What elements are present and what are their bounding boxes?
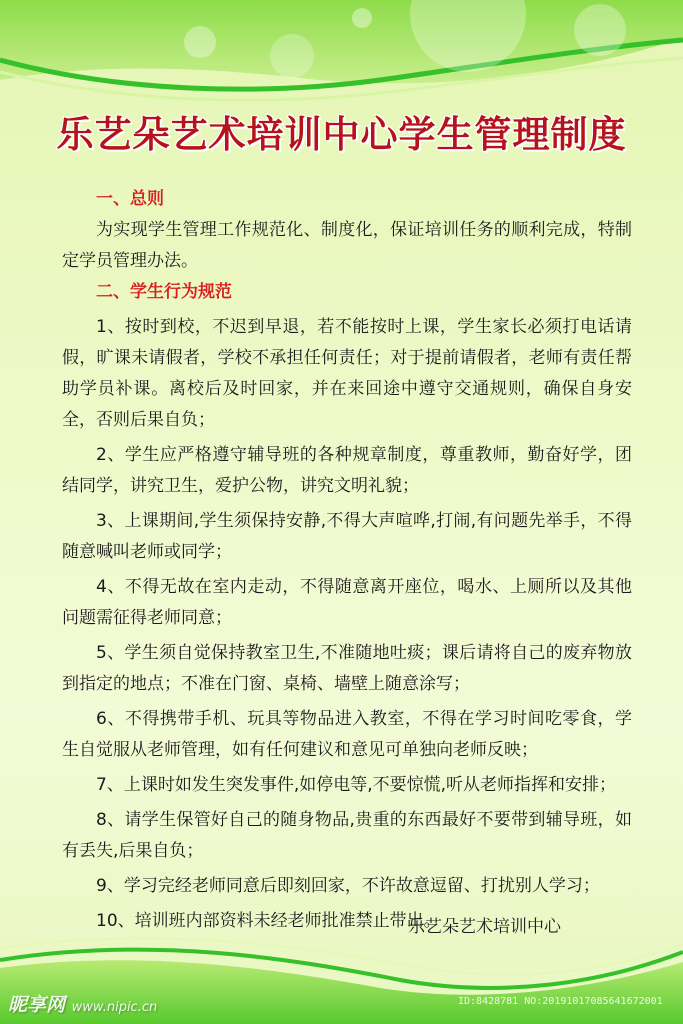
section-paragraph: 为实现学生管理工作规范化、制度化，保证培训任务的顺利完成，特制定学员管理办法。: [62, 220, 632, 271]
section-heading: 一、总则: [96, 189, 164, 209]
rule-item: 2、学生应严格遵守辅导班的各种规章制度，尊重教师，勤奋好学，团结同学，讲究卫生，爱护公物，讲究文明礼貌；: [62, 445, 632, 496]
rule-item: 7、上课时如发生突发事件,如停电等,不要惊慌,听从老师指挥和安排；: [96, 775, 617, 795]
rule-item: 5、学生须自觉保持教室卫生,不准随地吐痰；课后请将自己的废弃物放到指定的地点；不准在门窗、桌椅、墙壁上随意涂写；: [62, 643, 632, 694]
bokeh-circle: [270, 34, 314, 78]
page-title: 乐艺朵艺术培训中心学生管理制度: [56, 113, 627, 156]
watermark-logo-text: 昵享网: [8, 994, 66, 1016]
rule-item: 8、请学生保管好自己的随身物品,贵重的东西最好不要带到辅导班，如有丢失,后果自负；: [62, 810, 632, 861]
rule-item: 1、按时到校，不迟到早退，若不能按时上课，学生家长必须打电话请假，旷课未请假者，学校不承担任何责任；对于提前请假者，老师有责任帮助学员补课。离校后及时回家，并在来回途中遵守交通规则，确保自身安全，否则后果自负；: [62, 317, 632, 430]
rule-item: 3、上课期间,学生须保持安静,不得大声喧哗,打闹,有问题先举手，不得随意喊叫老师或同学；: [62, 511, 632, 562]
rules-body: [62, 184, 632, 937]
bokeh-circle: [574, 4, 626, 56]
watermark-url: www.nipic.cn: [71, 1000, 158, 1015]
watermark-id: ID:8428781 NO:20191017085641672001: [458, 996, 663, 1007]
rule-item: 10、培训班内部资料未经老师批准禁止带出。: [96, 911, 441, 931]
rule-item: 6、不得携带手机、玩具等物品进入教室，不得在学习时间吃零食，学生自觉服从老师管理，如有任何建议和意见可单独向老师反映；: [62, 709, 632, 760]
rule-item: 9、学习完经老师同意后即刻回家，不许故意逗留、打扰别人学习；: [96, 876, 600, 896]
bokeh-circle: [352, 8, 372, 28]
bokeh-circle: [184, 26, 216, 58]
watermark-logo: [8, 990, 157, 1017]
signature: 乐艺朵艺术培训中心: [408, 917, 561, 937]
rule-item: 4、不得无故在室内走动，不得随意离开座位，喝水、上厕所以及其他问题需征得老师同意；: [62, 577, 632, 628]
section-heading: 二、学生行为规范: [96, 282, 232, 302]
